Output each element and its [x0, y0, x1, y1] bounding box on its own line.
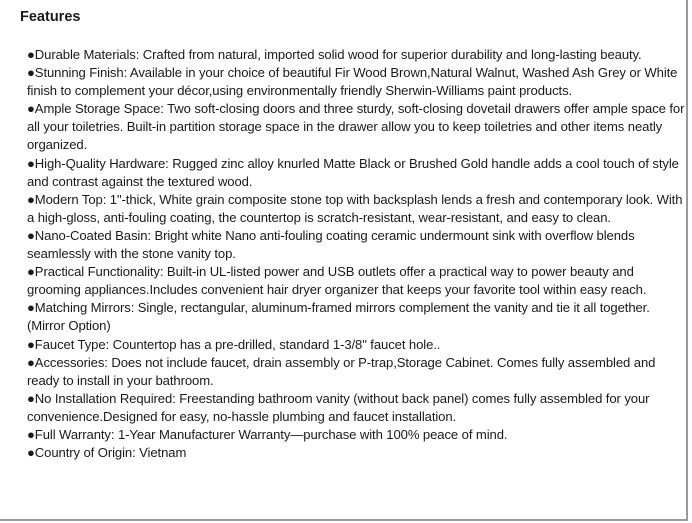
feature-item: ●Accessories: Does not include faucet, drain assembly or P-trap,Storage Cabinet. Comes fully assembled and ready to install in your bathroom. [27, 354, 656, 388]
feature-item: ●Durable Materials: Crafted from natural, imported solid wood for superior durability and long-lasting beauty. [27, 47, 642, 62]
features-heading: Features [20, 9, 81, 25]
features-list [27, 46, 687, 462]
feature-item: ●Stunning Finish: Available in your choice of beautiful Fir Wood Brown,Natural Walnut, Washed Ash Grey or White finish to complement your décor,using environmentally friendly Sherwin-Williams paint products. [27, 65, 678, 99]
feature-item: ●Nano-Coated Basin: Bright white Nano anti-fouling coating ceramic undermount sink with overflow blends seamlessly with the stone vanity top. [27, 227, 635, 262]
feature-item: ●Country of Origin: Vietnam [27, 445, 187, 461]
feature-item: ●Full Warranty: 1-Year Manufacturer Warranty—purchase with 100% peace of mind. [27, 426, 508, 442]
feature-item: ●Practical Functionality: Built-in UL-listed power and USB outlets offer a practical way to power beauty and grooming appliances.Includes convenient hair dryer organizer that keeps your favorite tool within easy reach. [27, 264, 647, 298]
feature-item: ●Matching Mirrors: Single, rectangular, aluminum-framed mirrors complement the vanity and tie it all together. (Mirror Option) [27, 300, 650, 334]
feature-item: ●Ample Storage Space: Two soft-closing doors and three sturdy, soft-closing dovetail drawers offer ample space for all your toiletries. Built-in partition storage space in the drawer allow you to keep toiletries and other items neatly organized. [27, 101, 685, 153]
feature-item: ●High-Quality Hardware: Rugged zinc alloy knurled Matte Black or Brushed Gold handle adds a cool touch of style and contrast against the textured wood. [27, 155, 679, 189]
feature-item: ●Faucet Type: Countertop has a pre-drilled, standard 1-3/8" faucet hole.. [27, 336, 441, 352]
feature-item: ●No Installation Required: Freestanding bathroom vanity (without back panel) comes fully assembled for your convenience.Designed for easy, no-hassle plumbing and faucet installation. [27, 390, 650, 424]
feature-item: ●Modern Top: 1"-thick, White grain composite stone top with backsplash lends a fresh and contemporary look. With a high-gloss, anti-fouling coating, the countertop is scratch-resistant, wear-resistant, and easy to clean. [27, 191, 683, 225]
